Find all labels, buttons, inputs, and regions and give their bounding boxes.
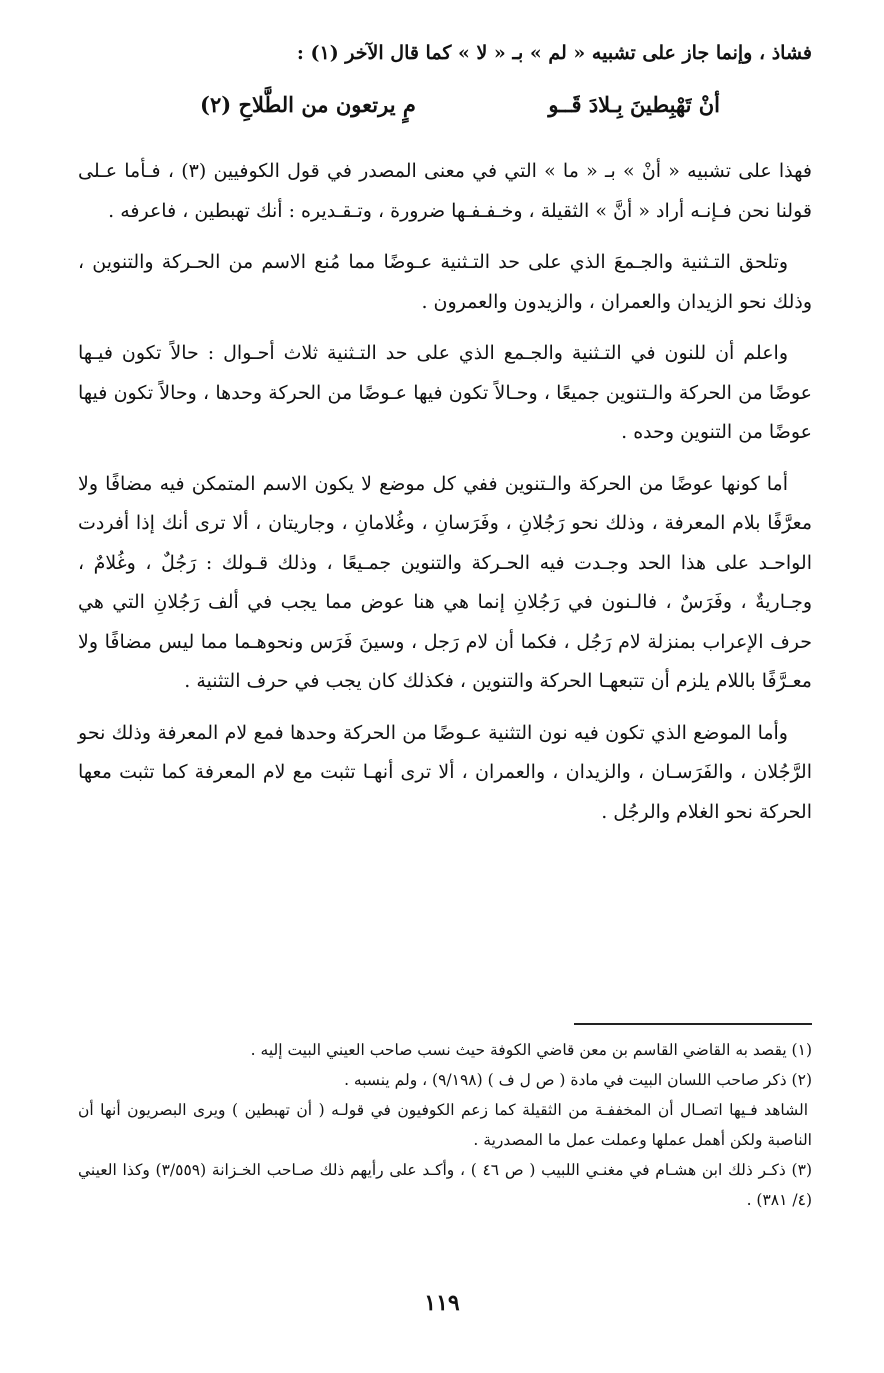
footnote: (٣) ذكـر ذلك ابن هشـام في مغنـي اللبيب ( ص ٤٦ ) ، وأكـد على رأيهم ذلك صـاحب الخـزانة (٣/٥٥٩) وكذا العيني (٤/ ٣٨١) . <box>78 1161 812 1209</box>
paragraph: واعلم أن للنون في التـثنية والجـمع الذي على حد التـثنية ثلاث أحـوال : حالاً تكون فيـها عوضًا من الحركة والـتنوين جميعًا ، وحـالاً تكون فيها عـوضًا من الحركة وحدها ، وحالاً تكون فيها عوضًا من التنوين وحده . <box>78 342 812 443</box>
page-number: ١١٩ <box>424 1290 460 1316</box>
verse-second-hemistich: مٍ يرتعون من الطَّلاحِ (٢) <box>200 92 416 117</box>
footnote: الشاهد فـيها اتصـال أن المخففـة من الثقيلة كما زعم الكوفيون في قولـه ( أن تهبطين ) ويرى البصريون أنها أن الناصبة ولكن أهمل عملها وعملت عمل ما المصدرية . <box>78 1101 812 1149</box>
verse-first-hemistich: أنْ تَهْبِطينَ بِـلادَ قَــو <box>548 92 720 117</box>
opening-line: فشاذ ، وإنما جاز على تشبيه « لم » بـ « لا » كما قال الآخر (١) : <box>296 42 812 64</box>
paragraph: أما كونها عوضًا من الحركة والـتنوين ففي كل موضع لا يكون الاسم المتمكن فيه مضافًا ولا معرَّفًا بلام المعرفة ، وذلك نحو رَجُلانِ ، وفَرَسانِ ، وغُلامانِ ، وجاريتان ، ألا ترى أنك إذا أفردت الواحـد على هذا الحد وجـدت فيه الحـركة والتنوين جمـيعًا ، وذلك قـولك : رَجُلٌ ، وغُلامٌ ، وجـاريةٌ ، وفَرَسٌ ، فالـنون في رَجُلانِ إنما هي هنا عوض مما يجب في ألف رَجُلانِ التي هي حرف الإعراب بمنزلة لام رَجُل ، فكما أن لام رَجل ، وسينَ فَرَس ونحوهـما مما ليس مضافًا ولا معـرَّفًا باللام يلزم أن تتبعهـا الحركة والتنوين ، فكذلك كان يجب في حرف التثنية . <box>78 472 812 692</box>
paragraph: فهذا على تشبيه « أنْ » بـ « ما » التي في معنى المصدر في قول الكوفيين (٣) ، فـأما عـلى قولنا نحن فـإنـه أراد « أنَّ » الثقيلة ، وخـفـفـها ضرورة ، وتـقـديره : أنك تهبطين ، فاعرفه . <box>78 160 812 222</box>
footnote: (٢) ذكر صاحب اللسان البيت في مادة ( ص ل ف ) (٩/١٩٨) ، ولم ينسبه . <box>344 1071 812 1089</box>
main-text <box>78 152 812 844</box>
paragraph: وتلحق التـثنية والجـمعَ الذي على حد التـثنية عـوضًا مما مُنع الاسم من الحـركة والتنوين ، وذلك نحو الزيدان والعمران ، والزيدون والعمرون . <box>78 251 812 313</box>
poetry-verse <box>200 86 720 126</box>
footnote: (١) يقصد به القاضي القاسم بن معن قاضي الكوفة حيث نسب صاحب العيني البيت إليه . <box>250 1041 812 1059</box>
footnote-divider <box>574 1023 812 1025</box>
paragraph: وأما الموضع الذي تكون فيه نون التثنية عـوضًا من الحركة وحدها فمع لام المعرفة وذلك نحو الرَّجُلان ، والفَرَسـان ، والزيدان ، والعمران ، ألا ترى أنهـا تثبت مع لام المعرفة كما تثبت معها الحركة نحو الغلام والرجُل . <box>78 721 812 823</box>
footnotes <box>78 1035 812 1215</box>
